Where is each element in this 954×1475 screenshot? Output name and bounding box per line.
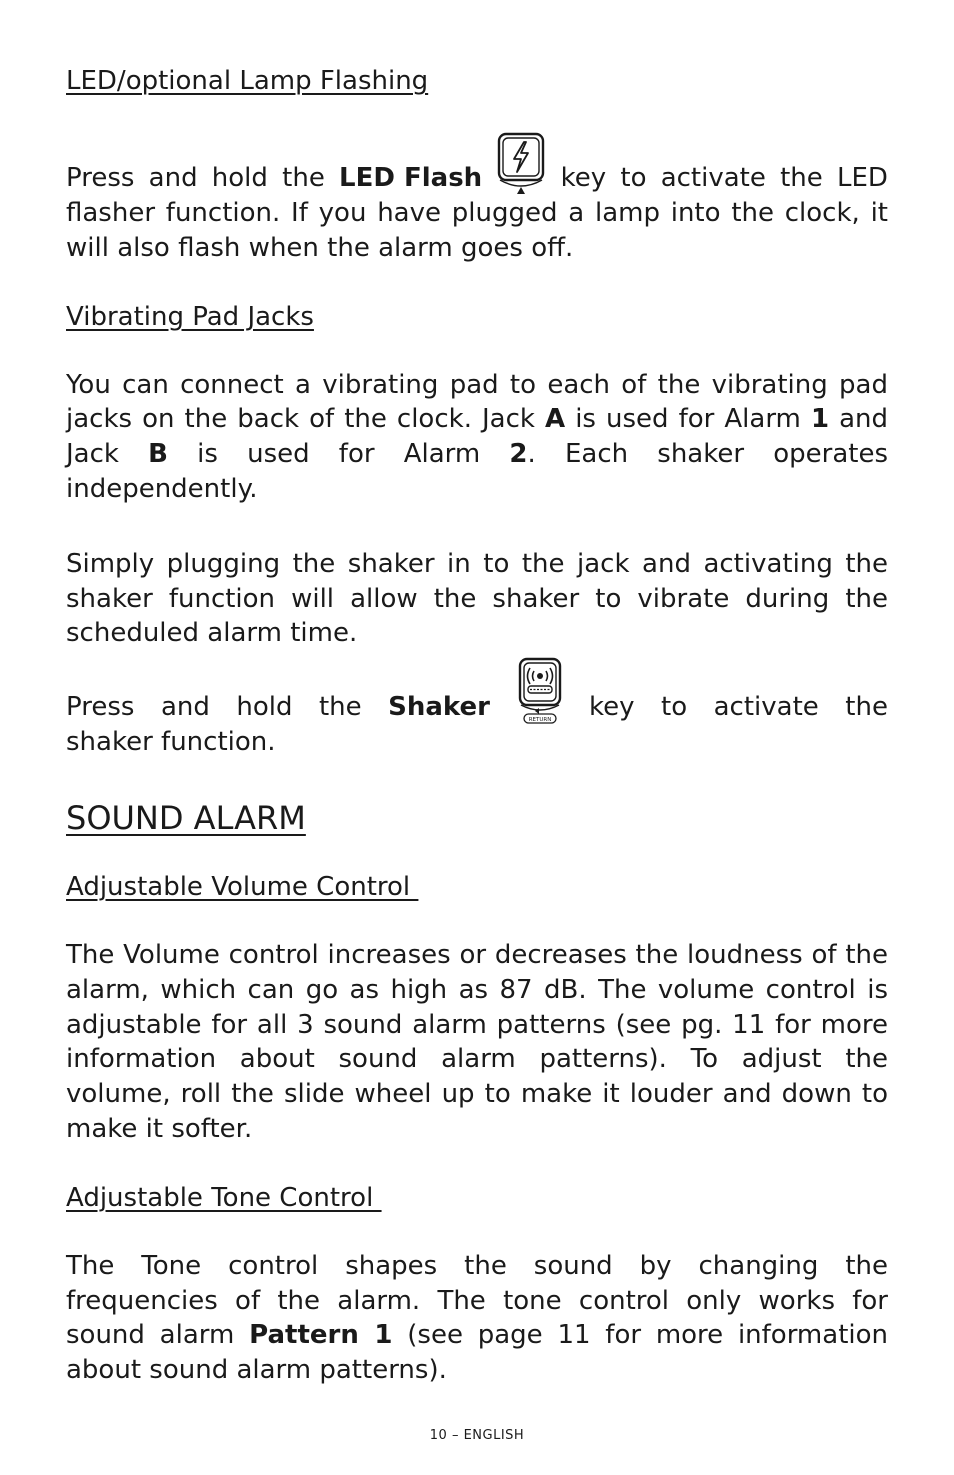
text: is used for Alarm (565, 404, 811, 435)
word: the (318, 692, 362, 723)
word: the (282, 163, 325, 194)
word: and (160, 692, 210, 723)
page-footer: 10 – ENGLISH (429, 1428, 525, 1443)
word: the (845, 692, 888, 723)
text: (see page 11 for more information about sound alarm patterns). (66, 1320, 888, 1386)
shaker-key-name: Shaker (388, 692, 490, 723)
lightning-key-icon (496, 132, 546, 196)
vibrating-pad-heading: Vibrating Pad Jacks (66, 301, 314, 332)
jack-b: B (148, 439, 168, 470)
volume-control-paragraph: The Volume control increases or decreases the loudness of the alarm, which can go as high as 87 dB. The volume control is adjustable for all 3 sound alarm patterns (see pg. 11 for more information about sound alarm patterns). To adjust the volume, roll the slide wheel up to make it louder and down to make it softer. (66, 939, 888, 1144)
led-flash-paragraph (66, 132, 888, 266)
word: key (560, 163, 607, 194)
word: activate (660, 163, 766, 194)
word: activate (713, 692, 819, 723)
led-flash-text: flasher function. If you have plugged a lamp into the clock, it will also flash when the alarm goes off. (66, 198, 888, 263)
word: key (589, 692, 635, 723)
shaker-line-1 (66, 657, 888, 725)
shaker-plug-paragraph: Simply plugging the shaker in to the jack and activating the shaker function will allow the shaker to vibrate during the scheduled alarm time. (66, 548, 888, 649)
sound-alarm-title: SOUND ALARM (66, 798, 306, 837)
word: hold (211, 163, 268, 194)
word: and (148, 163, 198, 194)
jack-a: A (545, 404, 566, 435)
shaker-key-paragraph (66, 657, 888, 760)
return-label: RETURN (528, 717, 551, 724)
tone-control-paragraph (66, 1249, 888, 1388)
pattern-1: Pattern 1 (249, 1320, 393, 1351)
text: and Jack (66, 404, 888, 470)
led-flash-line-1 (66, 132, 888, 196)
text: You can connect a vibrating pad to each of the vibrating pad jacks on the back of the clock. Jack (66, 369, 888, 435)
word: to (620, 163, 647, 194)
word: LED (836, 163, 888, 194)
word: Press (66, 692, 135, 723)
vibrating-pad-paragraph (66, 368, 888, 507)
led-flash-key-name: LED Flash (339, 163, 483, 194)
word: Press (66, 163, 135, 194)
text: . Each shaker operates independently. (66, 439, 888, 504)
alarm-1: 1 (810, 404, 830, 435)
volume-control-heading: Adjustable Volume Control (66, 871, 419, 902)
shaker-key-text: shaker function. (66, 727, 276, 758)
text: is used for Alarm (167, 439, 510, 470)
page-content (66, 58, 888, 1388)
word: to (661, 692, 688, 723)
led-flashing-heading: LED/optional Lamp Flashing (66, 66, 429, 96)
word: hold (236, 692, 293, 723)
word: the (780, 163, 823, 194)
text: The Tone control shapes the sound by changing the frequencies of the alarm. The tone control only works for sound alarm (66, 1250, 888, 1351)
alarm-2: 2 (509, 439, 528, 470)
tone-control-heading: Adjustable Tone Control (66, 1182, 382, 1213)
vibration-key-icon (517, 657, 563, 725)
